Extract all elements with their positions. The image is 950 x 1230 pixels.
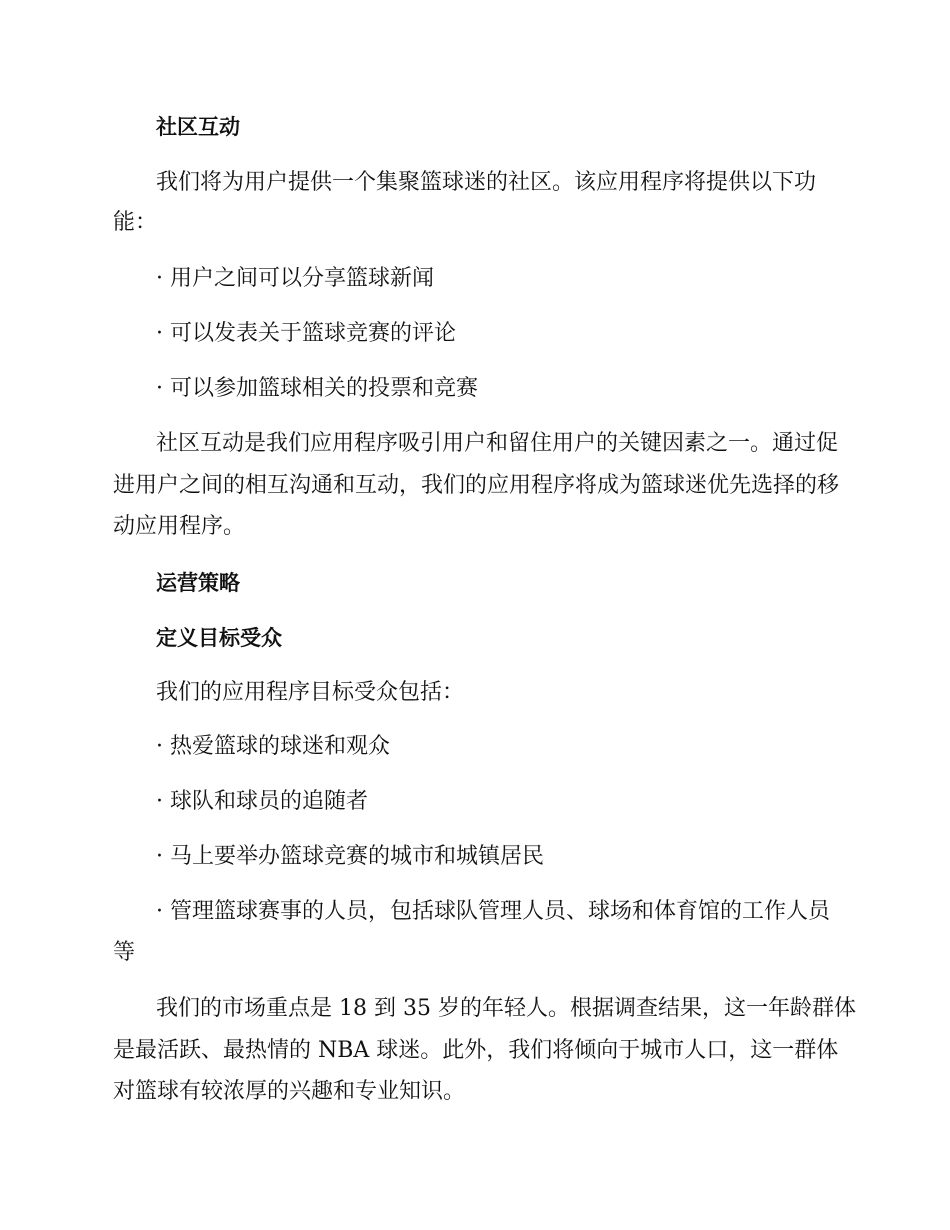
- community-bullet-3: · 可以参加篮球相关的投票和竞赛: [156, 376, 478, 401]
- market-focus-line-2: 是最活跃、最热情的 NBA 球迷。此外，我们将倾向于城市人口，这一群体: [113, 1038, 839, 1063]
- audience-intro: 我们的应用程序目标受众包括：: [156, 680, 465, 705]
- audience-bullet-1: · 热爱篮球的球迷和观众: [156, 734, 390, 759]
- section-heading-operations: 运营策略: [156, 571, 240, 595]
- audience-bullet-2: · 球队和球员的追随者: [156, 789, 368, 814]
- audience-bullet-4: · 管理篮球赛事的人员，包括球队管理人员、球场和体育馆的工作人员: [156, 899, 830, 924]
- market-focus-line-1: 我们的市场重点是 18 到 35 岁的年轻人。根据调查结果，这一年龄群体: [156, 996, 856, 1021]
- audience-bullet-3: · 马上要举办篮球竞赛的城市和城镇居民: [156, 844, 544, 869]
- community-intro-line-2: 能：: [113, 210, 158, 235]
- community-bullet-1: · 用户之间可以分享篮球新闻: [156, 266, 434, 291]
- community-intro-line-1: 我们将为用户提供一个集聚篮球迷的社区。该应用程序将提供以下功: [156, 170, 817, 195]
- community-summary-line-3: 动应用程序。: [113, 514, 246, 539]
- market-focus-line-3: 对篮球有较浓厚的兴趣和专业知识。: [113, 1079, 466, 1104]
- community-bullet-2: · 可以发表关于篮球竞赛的评论: [156, 321, 456, 346]
- audience-bullet-4-continued: 等: [113, 940, 136, 965]
- community-summary-line-1: 社区互动是我们应用程序吸引用户和留住用户的关键因素之一。通过促: [156, 431, 839, 456]
- subheading-target-audience: 定义目标受众: [156, 626, 282, 650]
- section-heading-community: 社区互动: [156, 115, 240, 139]
- community-summary-line-2: 进用户之间的相互沟通和互动，我们的应用程序将成为篮球迷优先选择的移: [113, 473, 840, 498]
